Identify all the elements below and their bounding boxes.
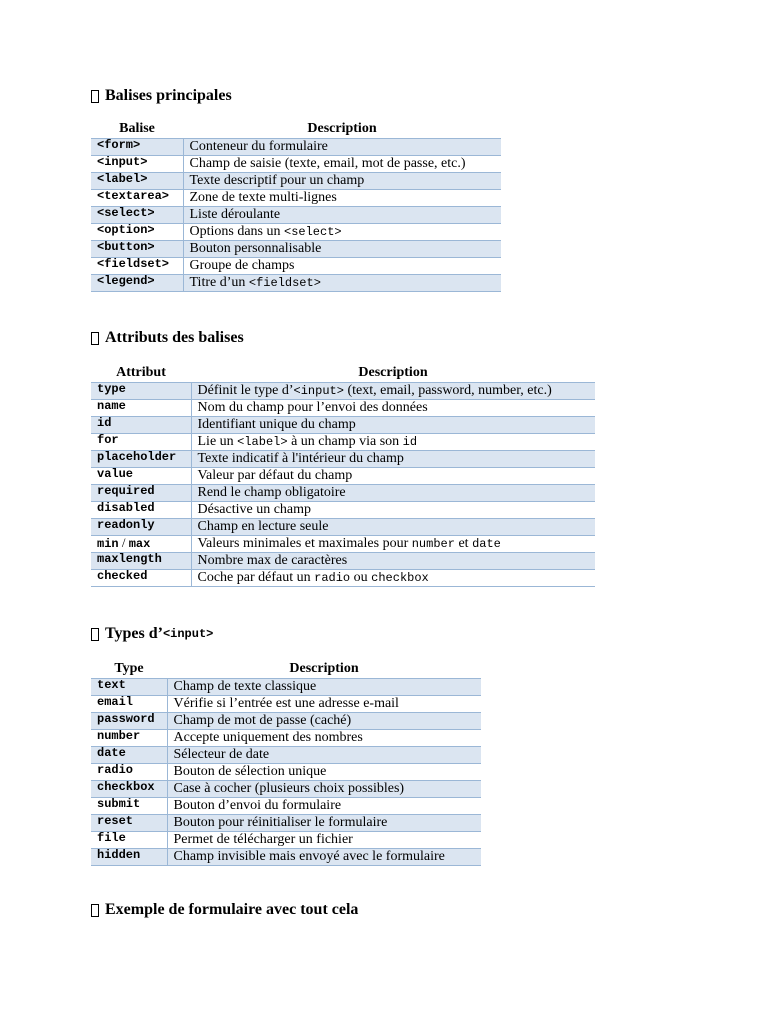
section-title: Exemple de formulaire avec tout cela xyxy=(105,901,359,918)
table-row xyxy=(91,713,481,730)
table-row xyxy=(91,696,481,713)
code-cell: file xyxy=(91,832,167,849)
description-cell: Conteneur du formulaire xyxy=(183,139,501,156)
column-header: Type xyxy=(91,660,167,679)
code-cell: placeholder xyxy=(91,451,191,468)
description-cell: Valeur par défaut du champ xyxy=(191,468,595,485)
missing-glyph-icon xyxy=(91,904,99,917)
section-balises-principales xyxy=(91,86,501,292)
table-row xyxy=(91,139,501,156)
description-cell: Accepte uniquement des nombres xyxy=(167,730,481,747)
table-row xyxy=(91,502,595,519)
code-cell: number xyxy=(91,730,167,747)
table-row xyxy=(91,849,481,866)
table-row xyxy=(91,536,595,553)
code-cell: readonly xyxy=(91,519,191,536)
table-row xyxy=(91,485,595,502)
table-row xyxy=(91,764,481,781)
column-header: Description xyxy=(191,364,595,383)
section-title: Types d’ xyxy=(105,625,163,642)
description-cell: Rend le champ obligatoire xyxy=(191,485,595,502)
code-cell: <form> xyxy=(91,139,183,156)
table-row xyxy=(91,383,595,400)
code-cell: required xyxy=(91,485,191,502)
description-cell: Champ invisible mais envoyé avec le formulaire xyxy=(167,849,481,866)
tags-table xyxy=(91,120,501,292)
table-row xyxy=(91,156,501,173)
code-cell: for xyxy=(91,434,191,451)
section-heading xyxy=(91,900,358,920)
description-cell: Coche par défaut un radio ou checkbox xyxy=(191,570,595,587)
section-title-code: <input> xyxy=(162,627,214,641)
table-row xyxy=(91,468,595,485)
description-cell: Définit le type d’<input> (text, email, password, number, etc.) xyxy=(191,383,595,400)
table-row xyxy=(91,519,595,536)
code-cell: type xyxy=(91,383,191,400)
description-cell: Texte indicatif à l'intérieur du champ xyxy=(191,451,595,468)
table-row xyxy=(91,832,481,849)
table-row xyxy=(91,570,595,587)
table-row xyxy=(91,679,481,696)
table-row xyxy=(91,400,595,417)
code-cell: <label> xyxy=(91,173,183,190)
input-types-table xyxy=(91,660,481,866)
code-cell: submit xyxy=(91,798,167,815)
missing-glyph-icon xyxy=(91,90,99,103)
description-cell: Sélecteur de date xyxy=(167,747,481,764)
code-cell: date xyxy=(91,747,167,764)
description-cell: Nombre max de caractères xyxy=(191,553,595,570)
code-cell: radio xyxy=(91,764,167,781)
description-cell: Groupe de champs xyxy=(183,258,501,275)
code-cell: <textarea> xyxy=(91,190,183,207)
table-row xyxy=(91,747,481,764)
section-attributs xyxy=(91,328,595,587)
column-header: Balise xyxy=(91,120,183,139)
description-cell: Texte descriptif pour un champ xyxy=(183,173,501,190)
section-title: Attributs des balises xyxy=(105,329,244,346)
table-row xyxy=(91,258,501,275)
code-cell: reset xyxy=(91,815,167,832)
description-cell: Bouton pour réinitialiser le formulaire xyxy=(167,815,481,832)
table-row xyxy=(91,798,481,815)
table-row xyxy=(91,434,595,451)
description-cell: Champ de texte classique xyxy=(167,679,481,696)
code-cell: checkbox xyxy=(91,781,167,798)
code-cell: <legend> xyxy=(91,275,183,292)
description-cell: Options dans un <select> xyxy=(183,224,501,241)
section-exemple xyxy=(91,900,358,920)
code-cell: name xyxy=(91,400,191,417)
table-row xyxy=(91,553,595,570)
code-cell: min / max xyxy=(91,536,191,553)
table-row xyxy=(91,417,595,434)
missing-glyph-icon xyxy=(91,628,99,641)
missing-glyph-icon xyxy=(91,332,99,345)
code-cell: <option> xyxy=(91,224,183,241)
table-row xyxy=(91,207,501,224)
table-row xyxy=(91,275,501,292)
column-header: Attribut xyxy=(91,364,191,383)
description-cell: Lie un <label> à un champ via son id xyxy=(191,434,595,451)
code-cell: <select> xyxy=(91,207,183,224)
table-row xyxy=(91,451,595,468)
table-row xyxy=(91,730,481,747)
description-cell: Case à cocher (plusieurs choix possibles) xyxy=(167,781,481,798)
description-cell: Liste déroulante xyxy=(183,207,501,224)
code-cell: password xyxy=(91,713,167,730)
section-title: Balises principales xyxy=(105,87,232,104)
section-heading xyxy=(91,624,481,644)
description-cell: Vérifie si l’entrée est une adresse e-mail xyxy=(167,696,481,713)
section-heading xyxy=(91,86,501,106)
code-cell: disabled xyxy=(91,502,191,519)
code-cell: text xyxy=(91,679,167,696)
description-cell: Permet de télécharger un fichier xyxy=(167,832,481,849)
description-cell: Identifiant unique du champ xyxy=(191,417,595,434)
description-cell: Champ en lecture seule xyxy=(191,519,595,536)
table-row xyxy=(91,224,501,241)
description-cell: Champ de saisie (texte, email, mot de passe, etc.) xyxy=(183,156,501,173)
code-cell: email xyxy=(91,696,167,713)
description-cell: Nom du champ pour l’envoi des données xyxy=(191,400,595,417)
code-cell: <input> xyxy=(91,156,183,173)
description-cell: Bouton de sélection unique xyxy=(167,764,481,781)
description-cell: Champ de mot de passe (caché) xyxy=(167,713,481,730)
table-row xyxy=(91,190,501,207)
column-header: Description xyxy=(183,120,501,139)
description-cell: Bouton personnalisable xyxy=(183,241,501,258)
description-cell: Valeurs minimales et maximales pour number et date xyxy=(191,536,595,553)
column-header: Description xyxy=(167,660,481,679)
description-cell: Désactive un champ xyxy=(191,502,595,519)
table-row xyxy=(91,241,501,258)
code-cell: value xyxy=(91,468,191,485)
code-cell: maxlength xyxy=(91,553,191,570)
section-types-input xyxy=(91,624,481,866)
table-row xyxy=(91,815,481,832)
description-cell: Bouton d’envoi du formulaire xyxy=(167,798,481,815)
code-cell: hidden xyxy=(91,849,167,866)
code-cell: id xyxy=(91,417,191,434)
section-heading xyxy=(91,328,595,348)
description-cell: Titre d’un <fieldset> xyxy=(183,275,501,292)
code-cell: checked xyxy=(91,570,191,587)
table-row xyxy=(91,173,501,190)
code-cell: <fieldset> xyxy=(91,258,183,275)
attributes-table xyxy=(91,364,595,587)
code-cell: <button> xyxy=(91,241,183,258)
description-cell: Zone de texte multi-lignes xyxy=(183,190,501,207)
table-row xyxy=(91,781,481,798)
